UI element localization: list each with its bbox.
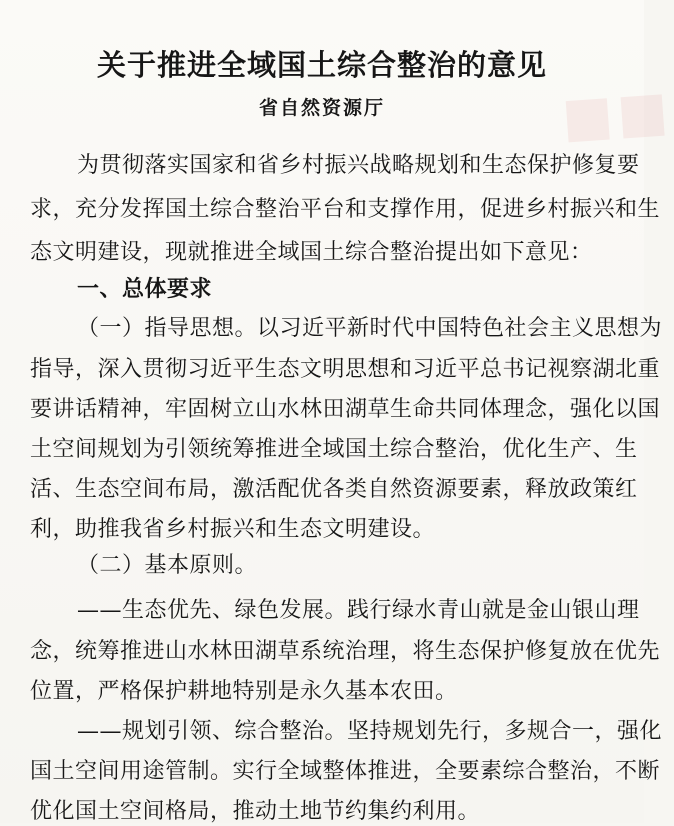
subsection-heading: （二）基本原则。 bbox=[77, 553, 258, 578]
section-heading: 一、总体要求 bbox=[77, 276, 213, 302]
watermark-decoration: ■■ bbox=[559, 77, 674, 150]
paragraph-line: 念，统筹推进山水林田湖草系统治理，将生态保护修复放在优先 bbox=[30, 639, 661, 664]
paragraph-line: 位置，严格保护耕地特别是永久基本农田。 bbox=[30, 679, 458, 704]
paragraph-line: 求，充分发挥国土综合整治平台和支撑作用，促进乡村振兴和生 bbox=[30, 197, 661, 222]
paragraph-line: ——规划引领、综合整治。坚持规划先行，多规合一，强化 bbox=[77, 719, 663, 744]
paragraph-line: 为贯彻落实国家和省乡村振兴战略规划和生态保护修复要 bbox=[77, 153, 640, 178]
document-issuer: 省自然资源厅 bbox=[258, 97, 385, 119]
paragraph-line: 利，助推我省乡村振兴和生态文明建设。 bbox=[30, 517, 436, 542]
paragraph-line: 国土空间用途管制。实行全域整体推进，全要素综合整治，不断 bbox=[30, 759, 661, 784]
paragraph-line: 土空间规划为引领统筹推进全域国土综合整治，优化生产、生 bbox=[30, 437, 638, 462]
paragraph-line: 要讲话精神，牢固树立山水林田湖草生命共同体理念，强化以国 bbox=[30, 397, 661, 422]
paragraph-line: 指导，深入贯彻习近平生态文明思想和习近平总书记视察湖北重 bbox=[30, 357, 661, 382]
document-title: 关于推进全域国土综合整治的意见 bbox=[96, 48, 547, 82]
paragraph-line: ——生态优先、绿色发展。践行绿水青山就是金山银山理 bbox=[77, 598, 640, 623]
paragraph-line: 优化国土空间格局，推动土地节约集约利用。 bbox=[30, 799, 481, 824]
paragraph-line: （一）指导思想。以习近平新时代中国特色社会主义思想为 bbox=[77, 316, 663, 341]
paragraph-line: 活、生态空间布局，激活配优各类自然资源要素，释放政策红 bbox=[30, 477, 638, 502]
paragraph-line: 态文明建设，现就推进全域国土综合整治提出如下意见： bbox=[30, 240, 593, 265]
